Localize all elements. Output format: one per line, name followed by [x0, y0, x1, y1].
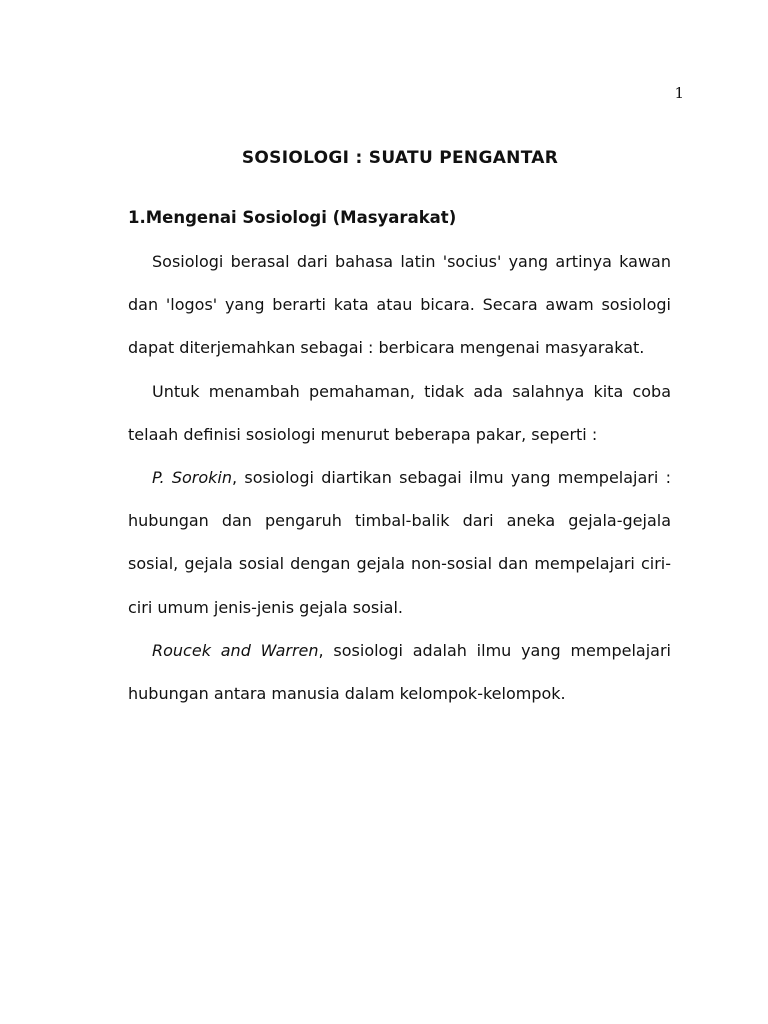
paragraph-etymology: Sosiologi berasal dari bahasa latin 'socius' yang artinya kawan dan 'logos' yang berarti kata atau bicara. Secara awam sosiologi dapat diterjemahkan sebagai : berbicara mengenai masyarakat.: [128, 252, 671, 358]
roucek-warren-definition: , sosiologi adalah ilmu yang mempelajari hubungan antara manusia dalam kelompok-kelompok.: [128, 640, 671, 704]
author-name-sorokin: P. Sorokin: [152, 468, 232, 488]
sorokin-definition: , sosiologi diartikan sebagai ilmu yang mempelajari : hubungan dan pengaruh timbal-balik dari aneka gejala-gejala sosial, gejala sosial dengan gejala non-sosial dan mempelajari ciri-ciri umum jenis-jenis gejala sosial.: [128, 468, 672, 617]
body-text: [128, 240, 671, 715]
paragraph-sorokin: [128, 456, 671, 629]
paragraph-definitions-intro: Untuk menambah pemahaman, tidak ada salahnya kita coba telaah definisi sosiologi menurut beberapa pakar, seperti :: [128, 381, 671, 444]
document-title: SOSIOLOGI : SUATU PENGANTAR: [241, 148, 559, 168]
section-heading: 1.Mengenai Sosiologi (Masyarakat): [128, 208, 457, 227]
paragraph-roucek-warren: [128, 629, 671, 715]
page-number: 1: [674, 84, 684, 102]
author-name-roucek-warren: Roucek and Warren: [152, 640, 319, 660]
